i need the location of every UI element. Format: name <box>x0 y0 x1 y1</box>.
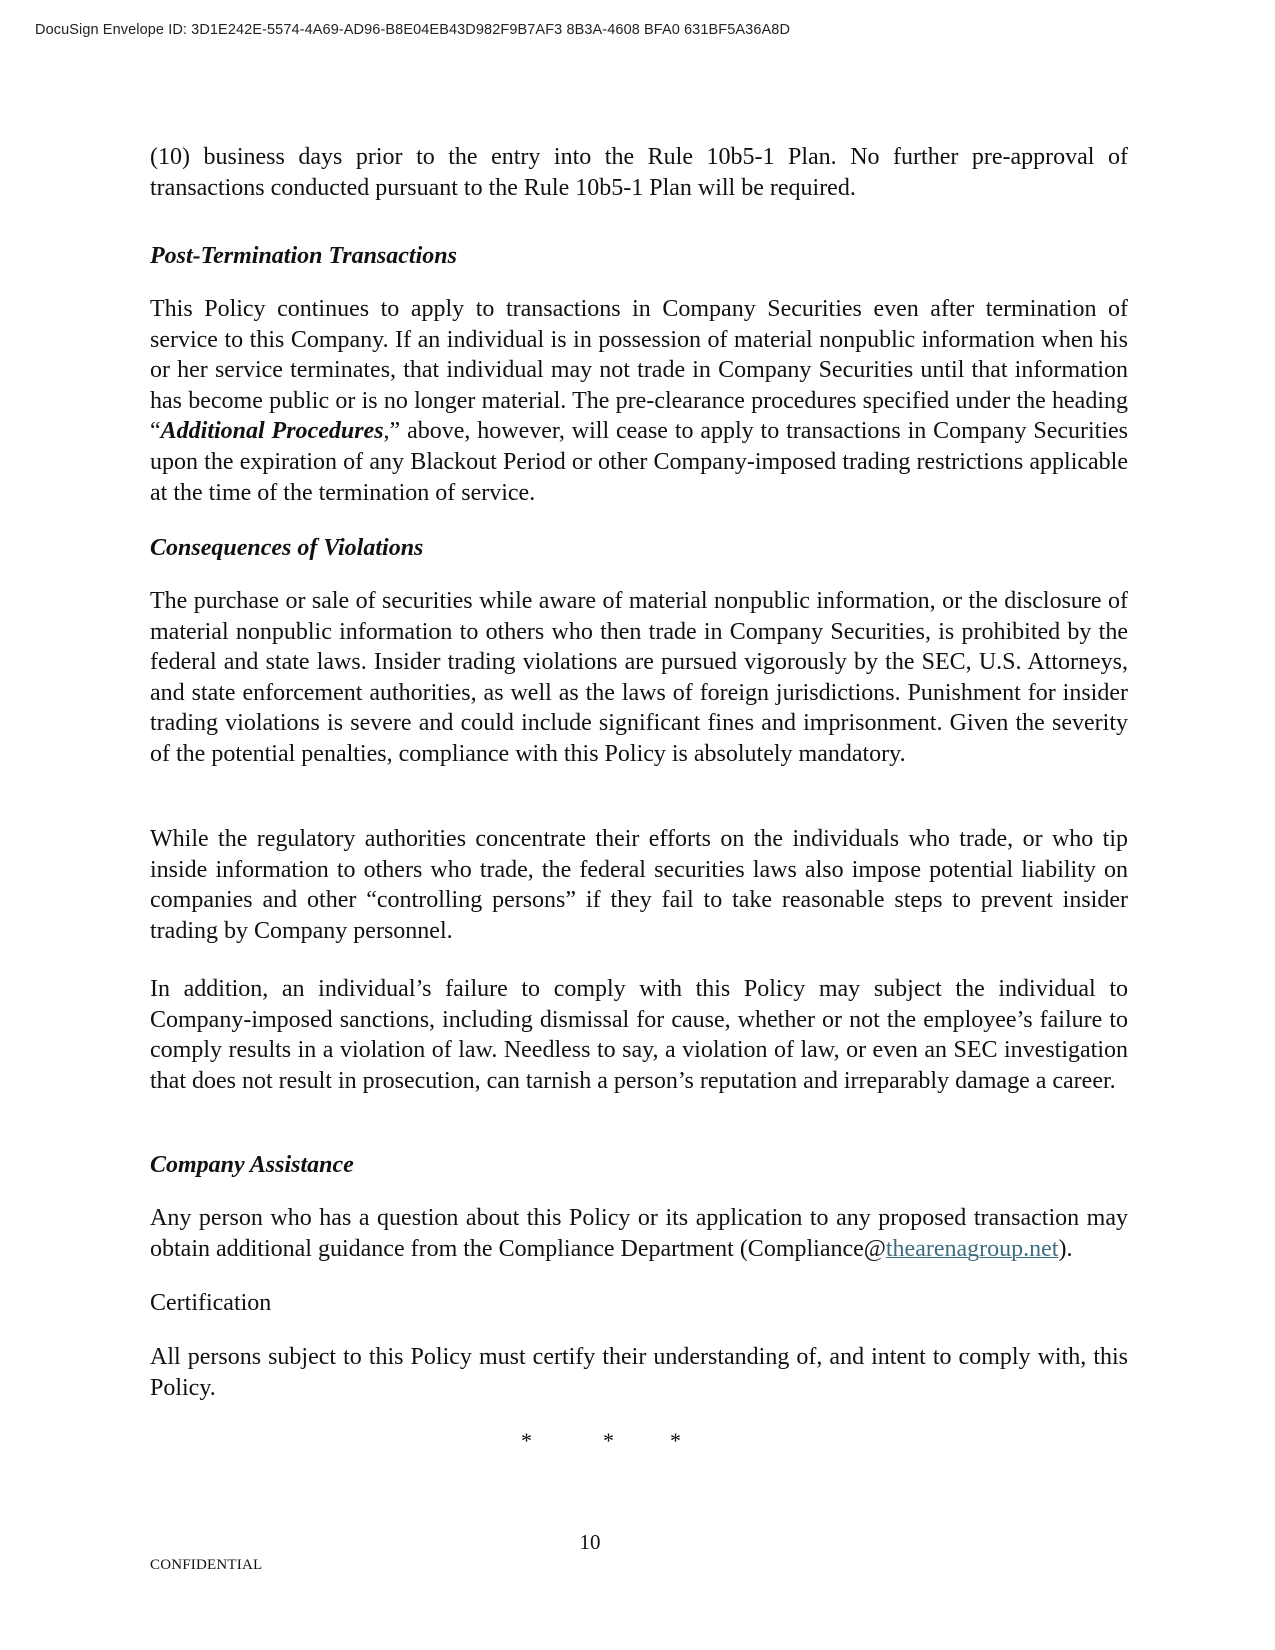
paragraph-post-termination-text-1: This Policy continues to apply to transactions in Company Securities even after termination of service to this Company. If an individual is in possession of material nonpublic information when his or her service terminates, that individual may not trade in Company Securities until that information has become public or is no longer material. The pre-clearance procedures specified under the heading “ <box>150 296 1128 445</box>
compliance-email-link[interactable]: thearenagroup.net <box>885 1235 1059 1262</box>
heading-company-assistance: Company Assistance <box>150 1152 354 1178</box>
heading-certification: Certification <box>150 1290 272 1316</box>
docusign-envelope-id: DocuSign Envelope ID: 3D1E242E-5574-4A69-AD96-B8E04EB43D982F9B7AF3 8B3A-4608 BFA0 631BF5A36A8D <box>35 22 791 38</box>
paragraph-rule-10b5-1-continuation: (10) business days prior to the entry into the Rule 10b5-1 Plan. No further pre-approval of transactions conducted pursuant to the Rule 10b5-1 Plan will be required. <box>150 144 1128 201</box>
paragraph-consequences: The purchase or sale of securities while aware of material nonpublic information, or the disclosure of material nonpublic information to others who then trade in Company Securities, is prohibited by the federal and state laws. Insider trading violations are pursued vigorously by the SEC, U.S. Attorneys, and state enforcement authorities, as well as the laws of foreign jurisdictions. Punishment for insider trading violations is severe and could include significant fines and imprisonment. Given the severity of the potential penalties, compliance with this Policy is absolutely mandatory. <box>150 588 1128 767</box>
paragraph-post-termination-text-2: ,” above, however, will cease to apply to transactions in Company Securities upon the expiration of any Blackout Period or other Company-imposed trading restrictions applicable at the time of the termination of service. <box>150 418 1128 506</box>
paragraph-company-assistance <box>150 1203 1128 1264</box>
page-number: 10 <box>579 1530 601 1554</box>
section-break-asterisk: * <box>521 1428 532 1453</box>
paragraph-company-assistance-text-2: ). <box>1058 1235 1073 1262</box>
paragraph-company-sanctions: In addition, an individual’s failure to comply with this Policy may subject the individual to Company-imposed sanctions, including dismissal for cause, whether or not the employee’s failure to comply results in a violation of law. Needless to say, a violation of law, or even an SEC investigation that does not result in prosecution, can tarnish a person’s reputation and irreparably damage a career. <box>150 976 1128 1094</box>
section-break-asterisk: * <box>603 1428 614 1453</box>
paragraph-controlling-persons: While the regulatory authorities concentrate their efforts on the individuals who trade, or who tip inside information to others who trade, the federal securities laws also impose potential liability on companies and other “controlling persons” if they fail to take reasonable steps to prevent insider trading by Company personnel. <box>150 826 1128 944</box>
heading-post-termination-transactions: Post-Termination Transactions <box>150 243 457 269</box>
paragraph-post-termination <box>150 294 1128 508</box>
confidential-label: CONFIDENTIAL <box>150 1557 263 1573</box>
section-break-asterisk: * <box>670 1428 681 1453</box>
paragraph-certification: All persons subject to this Policy must certify their understanding of, and intent to comply with, this Policy. <box>150 1344 1128 1401</box>
heading-consequences-of-violations: Consequences of Violations <box>150 535 424 561</box>
paragraph-company-assistance-text-1: Any person who has a question about this Policy or its application to any proposed transaction may obtain additional guidance from the Compliance Department (Compliance@ <box>150 1205 1128 1262</box>
additional-procedures-reference: Additional Procedures <box>160 418 384 445</box>
